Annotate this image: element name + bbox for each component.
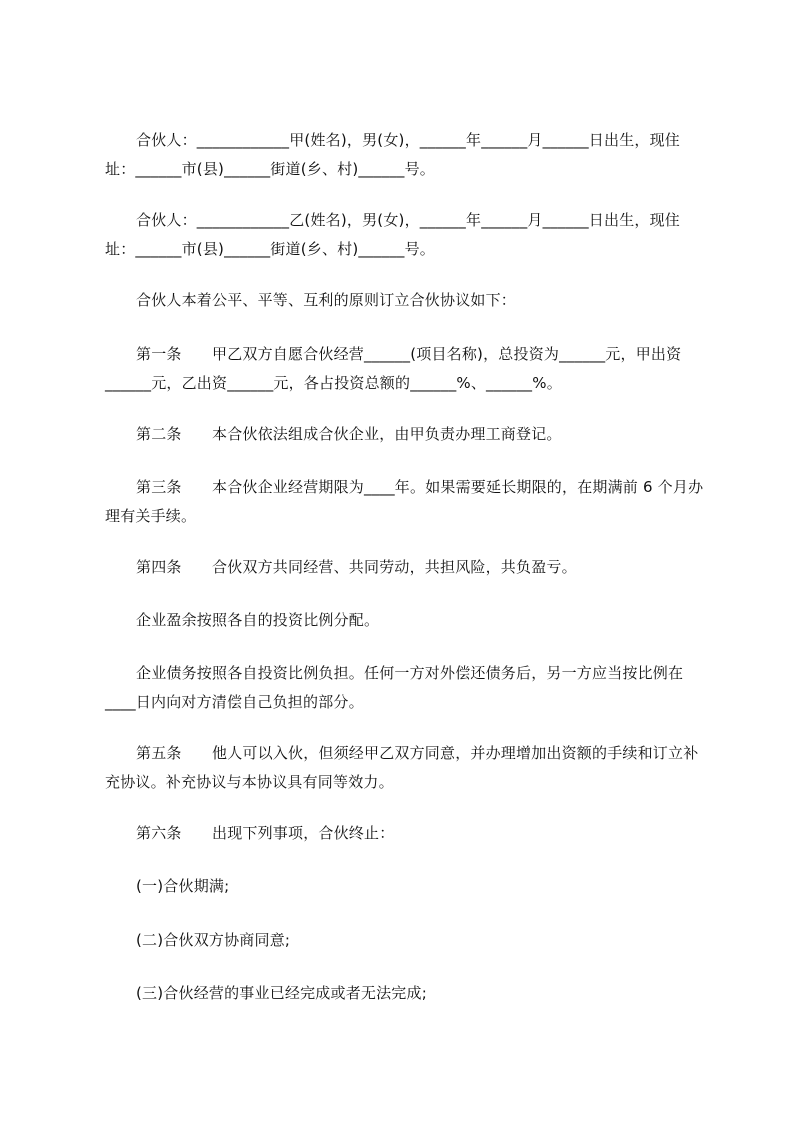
termination-item-3: (三)合伙经营的事业已经完成或者无法完成; — [136, 984, 427, 1002]
article-6-paragraph: 第六条 出现下列事项，合伙终止： — [136, 824, 395, 842]
termination-item-2: (二)合伙双方协商同意; — [136, 931, 291, 949]
termination-item-1: (一)合伙期满; — [136, 877, 230, 895]
article-2-paragraph: 第二条 本合伙依法组成合伙企业，由甲负责办理工商登记。 — [136, 425, 562, 443]
debt-sharing-paragraph: 企业债务按照各自投资比例负担。任何一方对外偿还债务后，另一方应当按比例在____日内向对方清偿自己负担的部分。 — [105, 664, 684, 711]
preamble-paragraph: 合伙人本着公平、平等、互利的原则订立合伙协议如下： — [136, 291, 517, 309]
article-3-paragraph: 第三条 本合伙企业经营期限为____年。如果需要延长期限的，在期满前 6 个月办理有关手续。 — [105, 478, 704, 525]
partner-b-paragraph: 合伙人：____________乙(姓名)，男(女)，______年______月______日出生，现住址：______市(县)______街道(乡、村)______号。 — [105, 211, 681, 258]
article-5-paragraph: 第五条 他人可以入伙，但须经甲乙双方同意，并办理增加出资额的手续和订立补充协议。补充协议与本协议具有同等效力。 — [105, 744, 699, 791]
article-4-paragraph: 第四条 合伙双方共同经营、共同劳动，共担风险，共负盈亏。 — [136, 558, 577, 576]
partner-a-paragraph: 合伙人：____________甲(姓名)，男(女)，______年______月______日出生，现住址：______市(县)______街道(乡、村)______号。 — [105, 131, 681, 178]
profit-distribution-paragraph: 企业盈余按照各自的投资比例分配。 — [136, 611, 380, 629]
article-1-paragraph: 第一条 甲乙双方自愿合伙经营______(项目名称)，总投资为______元，甲出资______元，乙出资______元，各占投资总额的______%、______%。 — [105, 345, 682, 392]
